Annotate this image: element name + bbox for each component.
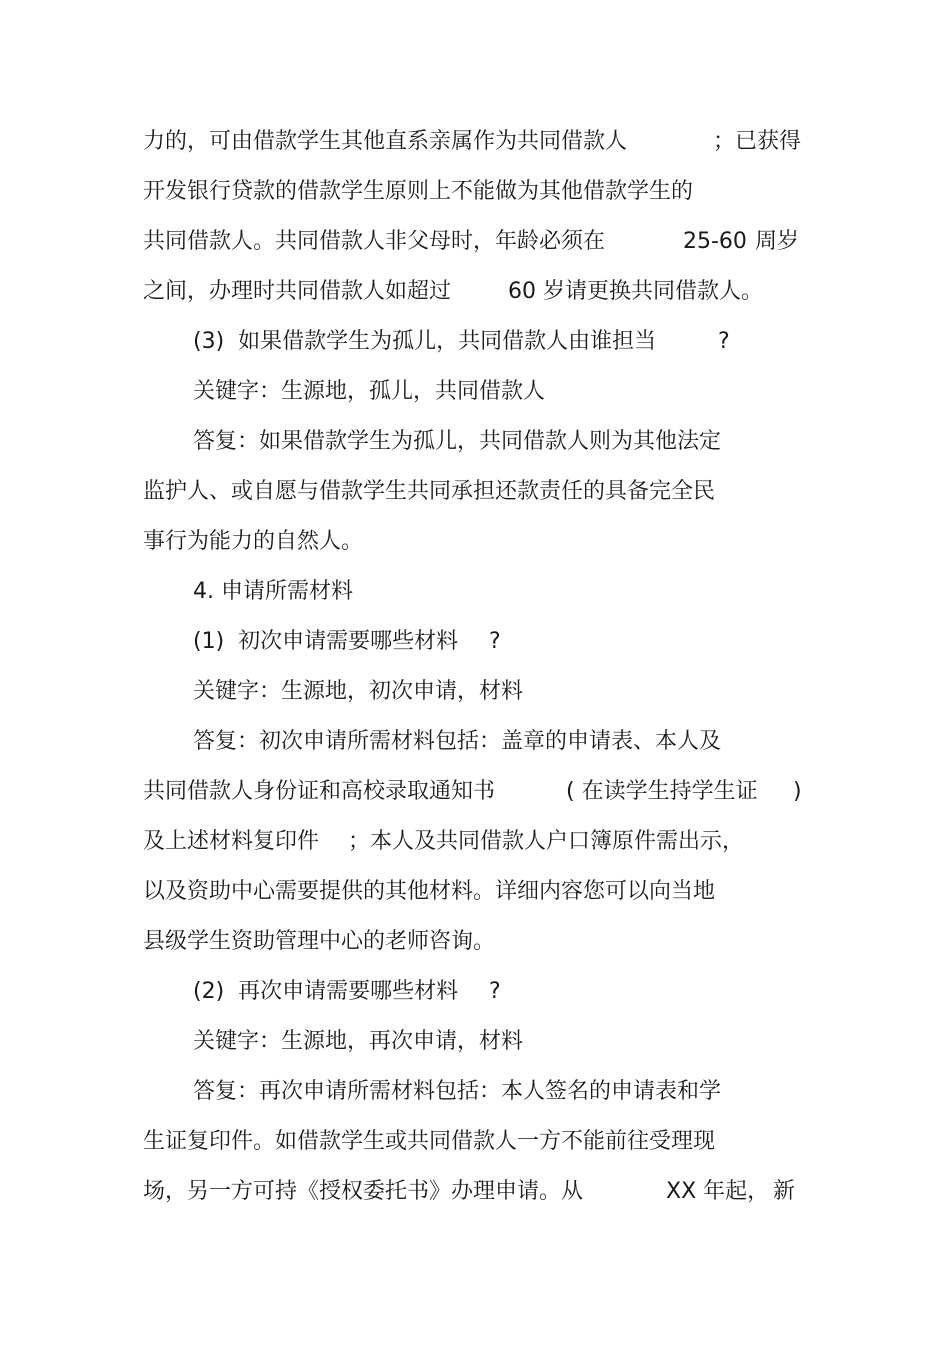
keywords-line: 关键字：生源地，孤儿，共同借款人 (193, 379, 546, 404)
text-segment: ? (718, 329, 730, 354)
answer-line: 答复：初次申请所需材料包括：盖章的申请表、本人及 (193, 729, 722, 754)
text-segment: 之间，办理时共同借款人如超过 (143, 279, 452, 304)
text-segment: 及上述材料复印件 (143, 829, 320, 854)
section-heading: 4. 申请所需材料 (193, 579, 353, 604)
text-segment: ) (793, 779, 802, 804)
answer-line: 监护人、或自愿与借款学生共同承担还款责任的具备完全民 (143, 479, 716, 504)
text-segment: 新 (773, 1179, 796, 1204)
text-segment: (1) 初次申请需要哪些材料 (193, 629, 459, 654)
text-segment: ；已获得 (713, 129, 802, 154)
text-segment: (2) 再次申请需要哪些材料 (193, 979, 459, 1004)
answer-line: 以及资助中心需要提供的其他材料。详细内容您可以向当地 (143, 879, 716, 904)
text-segment: 场，另一方可持《授权委托书》办理申请。从 (143, 1179, 584, 1204)
answer-line: 答复：如果借款学生为孤儿，共同借款人则为其他法定 (193, 429, 722, 454)
text-segment: 共同借款人身份证和高校录取通知书 (143, 779, 496, 804)
paragraph-line: 开发银行贷款的借款学生原则上不能做为其他借款学生的 (143, 179, 694, 204)
answer-line: 事行为能力的自然人。 (143, 529, 364, 554)
answer-line: 答复：再次申请所需材料包括：本人签名的申请表和学 (193, 1079, 722, 1104)
text-segment: ? (489, 979, 501, 1004)
answer-line: 生证复印件。如借款学生或共同借款人一方不能前往受理现 (143, 1129, 716, 1154)
text-segment: 周岁 (755, 229, 800, 254)
keywords-line: 关键字：生源地，再次申请，材料 (193, 1029, 524, 1054)
answer-line: 县级学生资助管理中心的老师咨询。 (143, 929, 496, 954)
text-segment: ；本人及共同借款人户口簿原件需出示， (348, 829, 745, 854)
text-segment: ( 在读学生持学生证 (566, 779, 758, 804)
text-segment: 共同借款人。共同借款人非父母时，年龄必须在 (143, 229, 606, 254)
answer-line (143, 1177, 796, 1327)
keywords-line: 关键字：生源地，初次申请，材料 (193, 679, 524, 704)
text-segment: 力的，可由借款学生其他直系亲属作为共同借款人 (143, 129, 628, 154)
text-segment: ? (489, 629, 501, 654)
text-segment: 60 岁请更换共同借款人。 (508, 279, 763, 304)
text-segment: 25-60 (683, 229, 747, 254)
text-segment: XX 年起， (666, 1179, 770, 1204)
text-segment: (3) 如果借款学生为孤儿，共同借款人由谁担当 (193, 329, 657, 354)
